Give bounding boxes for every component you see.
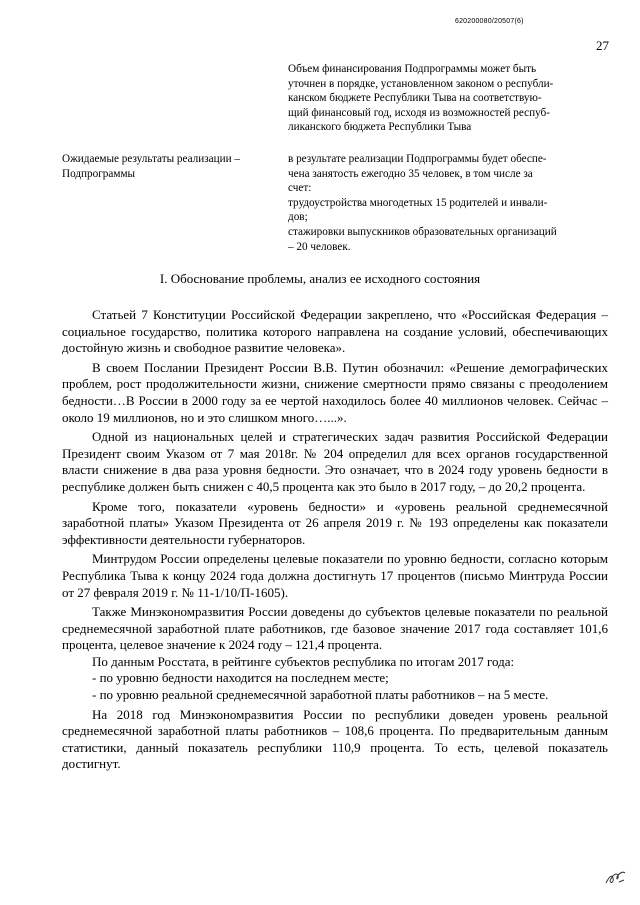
results-label-line: Ожидаемые результаты реализации – xyxy=(62,153,240,165)
signature-mark xyxy=(604,868,628,886)
list-item: - по уровню бедности находится на последнем месте; xyxy=(92,670,389,686)
results-value-line: в результате реализации Подпрограммы будет обеспе- xyxy=(288,153,547,165)
document-id: 620200080/20507(6) xyxy=(455,18,524,25)
financing-note-line: Объем финансирования Подпрограммы может быть xyxy=(288,63,537,75)
results-value-line: дов; xyxy=(288,211,308,224)
paragraph: По данным Росстата, в рейтинге субъектов республика по итогам 2017 года: xyxy=(92,653,515,669)
paragraph: Одной из национальных целей и стратегических задач развития Российской Федерации Президент своим Указом от 7 мая 2018г. № 204 определил для всех органов государственной власти снижение в два раза уровня бедности. Это означает, что в 2024 году уровень бедности в республике должен быть снижен с 40,5 процента как это было в 2017 году, – до 20,2 процента. xyxy=(62,429,608,494)
body-text xyxy=(62,307,608,773)
section-heading: I. Обоснование проблемы, анализ ее исходного состояния xyxy=(159,271,481,286)
financing-note-line: щий финансовый год, исходя из возможностей респуб- xyxy=(288,106,550,119)
results-value-cell xyxy=(288,152,608,254)
financing-note-line: канском бюджете Республики Тыва на соответствую- xyxy=(288,92,542,105)
paragraph: В своем Послании Президент России В.В. Путин обозначил: «Решение демографических проблем, рост продолжительности жизни, снижение смертности прямо связаны с преодолением бедности…В России в 2000 году за ее чертой находилось более 40 миллионов человек. Сейчас – около 19 миллионов, но и это слишком много…...». xyxy=(62,359,608,425)
paragraph: Кроме того, показатели «уровень бедности» и «уровень реальной среднемесячной заработной платы» Указом Президента от 26 апреля 2019 г. № 193 определены как показатели эффективности деятельности губернаторов. xyxy=(62,498,608,547)
financing-note-line: ликанского бюджета Республики Тыва xyxy=(288,121,472,134)
results-value-line: счет: xyxy=(288,182,312,195)
paragraph: Минтрудом России определены целевые показатели по уровню бедности, согласно которым Республика Тыва к концу 2024 года должна достигнуть 17 процентов (письмо Минтруда России от 27 февраля 2019 г. № 11-1/10/П-1605). xyxy=(62,551,608,600)
results-value-line: стажировки выпускников образовательных организаций xyxy=(288,225,557,238)
page-number: 27 xyxy=(596,38,609,53)
results-label-cell xyxy=(62,152,277,181)
financing-note-cell xyxy=(288,62,608,135)
results-label-line: Подпрограммы xyxy=(62,167,136,180)
paragraph: Также Минэкономразвития России доведены до субъектов целевые показатели по реальной среднемесячной заработной плате работников, где базовое значение 2017 года составляет 101,6 процента, целевое значение к 2024 году – 121,4 процента. xyxy=(62,604,608,653)
results-value-line: трудоустройства многодетных 15 родителей и инвали- xyxy=(288,196,548,209)
paragraph: Статьей 7 Конституции Российской Федерации закреплено, что «Российская Федерация – социальное государство, политика которого направлена на создание условий, обеспечивающих достойную жизнь и свободное развитие человека». xyxy=(62,307,608,356)
paragraph: На 2018 год Минэкономразвития России по республики доведен уровень реальной среднемесячной заработной платы работников – 108,6 процента. По предварительным данным статистики, данный показатель республики 110,9 процента. То есть, целевой показатель достигнут. xyxy=(62,706,608,772)
results-value-line: – 20 человек. xyxy=(288,240,351,253)
financing-note-line: уточнен в порядке, установленном законом о республи- xyxy=(288,77,554,90)
list-item: - по уровню реальной среднемесячной заработной платы работников – на 5 месте. xyxy=(92,687,549,703)
results-value-line: чена занятость ежегодно 35 человек, в том числе за xyxy=(288,167,533,180)
